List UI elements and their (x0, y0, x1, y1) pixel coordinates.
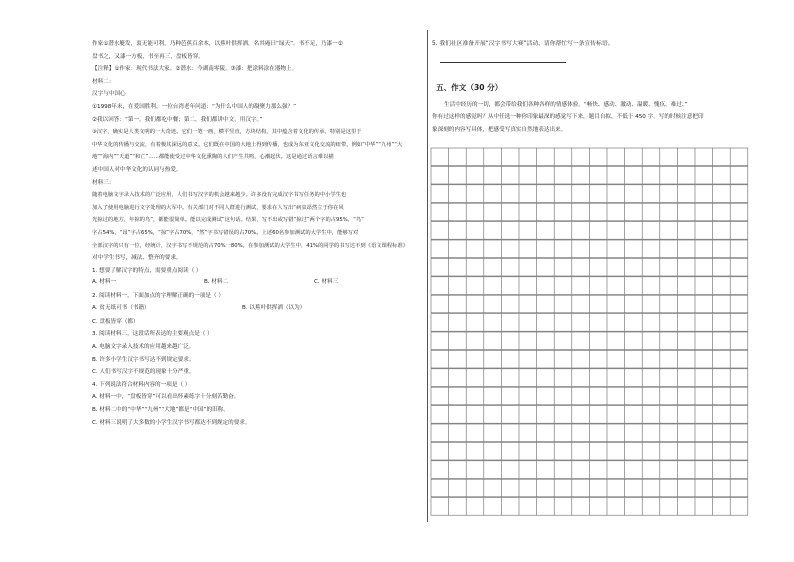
text-line: 中华文化的传播与交流，有着极其深远的意义。它们既在中国的大地上得到传播，也成为东亚文化交流的纽带，例如“中华”“九州”“大 (92, 141, 403, 148)
text-line: 地”“海内”“天道”“和亡”……都能使受过中华文化熏陶的人们产生共鸣，心潮起伏。这是通过语言难以描 (92, 154, 334, 161)
essay-prompt (432, 99, 762, 136)
writing-grid[interactable] (430, 147, 766, 519)
q3-option-b[interactable]: B. 许多小学生汉字书写达不到规定要求。 (92, 356, 195, 363)
text-line: 对中学生书写，减法、整齐的要求。 (92, 255, 182, 262)
q1-options (92, 277, 422, 290)
text-line: ③汉字，确实是人类文明的一大奇迹。它们一笔一画，横平竖直，方块结构，其中蕴含着文化的传承，特别是这里于 (92, 129, 362, 136)
question-4: 4. 下列说法符合材料内容的一项是（ ） (92, 381, 191, 388)
text-line: 材料三： (92, 179, 115, 186)
text-line: 汉字与中国心 (92, 91, 126, 98)
text-line: 加入了使用电脑进行文字处理的大军中。有关部门对不同人群进行测试，要求在人写出“病虫昂然立于你在风 (92, 204, 344, 211)
essay-line: 你有过这样的感觉吗？从中任选一种你印象最深的感觉写下来，题目自拟，不低于 450 字。写的时候注意把印 (432, 114, 704, 121)
q3-option-c[interactable]: C. 人们书写汉字不规范的现象十分严重。 (92, 369, 195, 376)
q2-option-b[interactable]: B. 以蕉叶供挥洒（以为） (242, 304, 306, 311)
section-title: 五、作文（30 分） (436, 83, 503, 92)
left-column (92, 38, 422, 429)
q1-option-b[interactable]: B. 材料二 (204, 279, 229, 286)
answer-line[interactable] (440, 62, 566, 63)
q4-option-a[interactable]: A. 材料一中，“盘板皆穿”可以看出怀素练字十分刻苦勤奋。 (92, 394, 240, 401)
text-line: 盘书之，又漆一方板，书至再三，盘板皆穿。 (92, 53, 204, 60)
q1-option-a[interactable]: A. 材料一 (92, 279, 117, 286)
page-divider (427, 30, 428, 522)
q2-option-a[interactable]: A. 贫无纸可书（书籍） (92, 304, 150, 311)
question-1: 1. 想要了解汉字的特点，需要重点阅读（ ） (92, 267, 202, 274)
text-line: 【注释】①作家：现代书法大家。②潜水：今湖南零陵。③漆：把涂料涂在器物上。 (92, 66, 298, 73)
question-3: 3. 阅读材料三，这段话所表达的主要观点是（ ） (92, 331, 213, 338)
question-5: 5. 我们社区准备开展“汉字书写大赛”活动，请你帮忙写一条宣传标语。 (432, 41, 614, 47)
essay-line: 象深刻的内容写具体，把感受写真实自然地表达出来。 (432, 126, 567, 133)
question-2: 2. 阅读材料一，下面加点的字理解正确的一项是（ ） (92, 293, 224, 300)
q4-option-b[interactable]: B. 材料二中的“中华”“九州”“大地”都是“中国”的旧称。 (92, 407, 229, 414)
text-line: 光掠过的地方，年掠的鸟”，都能很简单。能以完成测试”这句话。结果，写不出或写错“掠过”两个字的占95%，“鸟” (92, 217, 364, 224)
text-line: 字占54%，“昂”字占65%，“掠”字占70%，“然”字书写错误的占70%。上述60名参加测试的大学生中，能够写对 (92, 229, 359, 236)
q3-option-a[interactable]: A. 电脑文字录入技术的应用越来越广泛。 (92, 344, 195, 351)
right-column (432, 38, 762, 50)
text-line: ②我以回答：“第一，我们都吃中餐；第二，我们都讲中文，用汉字。” (92, 116, 263, 123)
text-line: 材料二： (92, 78, 115, 85)
text-line: ①1998年末，在爱国胜利，一位台湾老年问道：“为什么中国人的凝聚力那么强？” (92, 103, 297, 110)
text-line: 全部汉字的只有一位，经统计，汉字书写不规范的占70%一80%。在参加测试的大学生中，41%的同学的书写达不到《语文课程标准》 (92, 242, 409, 249)
text-line: 随着电脑文字录入技术的广泛应用，人们书写汉字的机会越来越少。许多没有完成汉字书写任务的中小学生也 (92, 192, 347, 199)
q2-options (92, 303, 422, 316)
q4-option-c[interactable]: C. 材料三说明了大多数的小学生汉字书写都达不到规定的要求。 (92, 419, 251, 426)
text-line: 作家①潜水艇发，衷无能可利，乃种芭蕉百余本，以蕉叶供挥洒，名其庵曰“绿天”。书不足，乃漆一② (92, 41, 343, 47)
q1-option-c[interactable]: C. 材料三 (314, 279, 339, 286)
q2-option-c[interactable]: C. 盘板皆穿（都） (92, 318, 139, 325)
text-line: 述中国人对中华文化的认同与热爱。 (92, 166, 182, 173)
essay-line: 生活中经历的一切，都会带给我们各种各样的情感体验。“畅快、感动、激动、温暖、愧疚、难过、” (444, 102, 688, 108)
